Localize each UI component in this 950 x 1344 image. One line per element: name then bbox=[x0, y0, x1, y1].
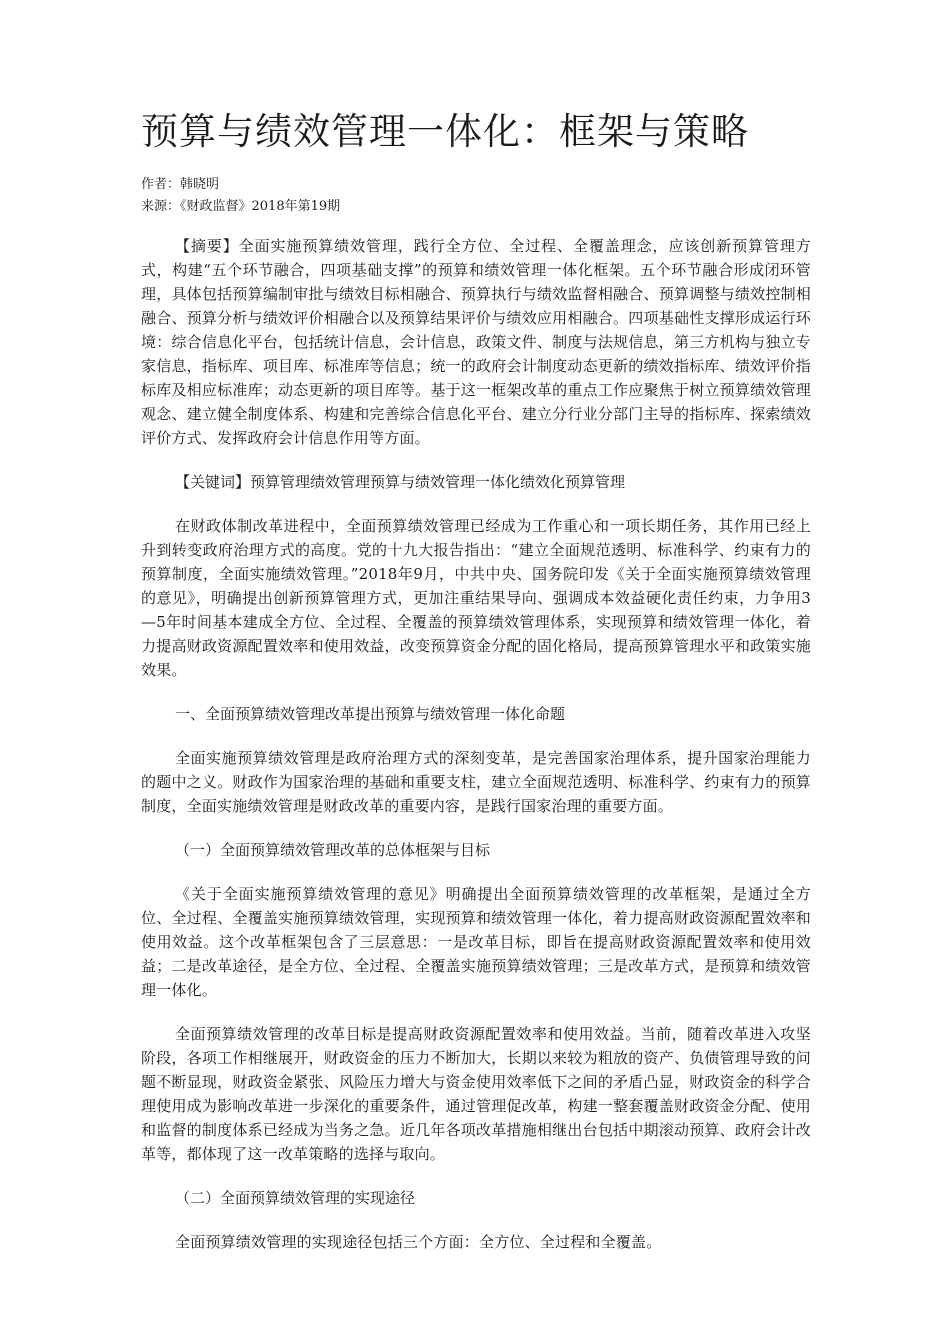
source-line: 来源：《财政监督》2018年第19期 bbox=[141, 199, 341, 214]
keywords-line: 【关键词】预算管理绩效管理预算与绩效管理一体化绩效化预算管理 bbox=[175, 473, 626, 491]
document-meta bbox=[141, 174, 811, 218]
document-title: 预算与绩效管理一体化：框架与策略 bbox=[141, 110, 749, 153]
section-heading-1: 一、全面预算绩效管理改革提出预算与绩效管理一体化命题 bbox=[175, 705, 566, 723]
intro-paragraph: 在财政体制改革进程中，全面预算绩效管理已经成为工作重心和一项长期任务，其作用已经上升到转变政府治理方式的高度。党的十九大报告指出：“建立全面规范透明、标准科学、约束有力的预算制度，全面实施绩效管理。”2018年9月，中共中央、国务院印发《关于全面实施预算绩效管理的意见》，明确提出创新预算管理方式，更加注重结果导向、强调成本效益硬化责任约束，力争用3—5年时间基本建成全方位、全过程、全覆盖的预算绩效管理体系，实现预算和绩效管理一体化，着力提高财政资源配置效率和使用效益，改变预算资金分配的固化格局，提高预算管理水平和政策实施效果。 bbox=[141, 517, 811, 679]
abstract-paragraph: 【摘要】全面实施预算绩效管理，践行全方位、全过程、全覆盖理念，应该创新预算管理方式，构建“五个环节融合，四项基础支撑”的预算和绩效管理一体化框架。五个环节融合形成闭环管理，具体包括预算编制审批与绩效目标相融合、预算执行与绩效监督相融合、预算调整与绩效控制相融合、预算分析与绩效评价相融合以及预算结果评价与绩效应用相融合。四项基础性支撑形成运行环境：综合信息化平台，包括统计信息，会计信息，政策文件、制度与法规信息，第三方机构与独立专家信息，指标库、项目库、标准库等信息；统一的政府会计制度动态更新的绩效指标库、绩效评价指标库及相应标准库；动态更新的项目库等。基于这一框架改革的重点工作应聚焦于树立预算绩效管理观念、建立健全制度体系、构建和完善综合信息化平台、建立分行业分部门主导的指标库、探索绩效评价方式、发挥政府会计信息作用等方面。 bbox=[141, 237, 811, 447]
document-page bbox=[141, 106, 811, 1274]
subsection-1-paragraph-1: 《关于全面实施预算绩效管理的意见》明确提出全面预算绩效管理的改革框架，是通过全方位、全过程、全覆盖实施预算绩效管理，实现预算和绩效管理一体化，着力提高财政资源配置效率和使用效益。这个改革框架包含了三层意思：一是改革目标，即旨在提高财政资源配置效率和使用效益；二是改革途径，是全方位、全过程、全覆盖实施预算绩效管理；三是改革方式，是预算和绩效管理一体化。 bbox=[141, 885, 811, 999]
subsection-heading-1: （一）全面预算绩效管理改革的总体框架与目标 bbox=[175, 841, 491, 859]
section-1-paragraph: 全面实施预算绩效管理是政府治理方式的深刻变革，是完善国家治理体系，提升国家治理能力的题中之义。财政作为国家治理的基础和重要支柱，建立全面规范透明、标准科学、约束有力的预算制度，全面实施绩效管理是财政改革的重要内容，是践行国家治理的重要方面。 bbox=[141, 749, 811, 815]
author-line: 作者：韩晓明 bbox=[141, 177, 220, 192]
subsection-1-paragraph-2: 全面预算绩效管理的改革目标是提高财政资源配置效率和使用效益。当前，随着改革进入攻坚阶段，各项工作相继展开，财政资金的压力不断加大，长期以来较为粗放的资产、负债管理导致的问题不断显现，财政资金紧张、风险压力增大与资金使用效率低下之间的矛盾凸显，财政资金的科学合理使用成为影响改革进一步深化的重要条件，通过管理促改革，构建一整套覆盖财政资金分配、使用和监督的制度体系已经成为当务之急。近几年各项改革措施相继出台包括中期滚动预算、政府会计改革等，都体现了这一改革策略的选择与取向。 bbox=[141, 1025, 811, 1163]
subsection-heading-2: （二）全面预算绩效管理的实现途径 bbox=[175, 1189, 416, 1207]
subsection-2-paragraph: 全面预算绩效管理的实现途径包括三个方面：全方位、全过程和全覆盖。 bbox=[175, 1233, 662, 1251]
